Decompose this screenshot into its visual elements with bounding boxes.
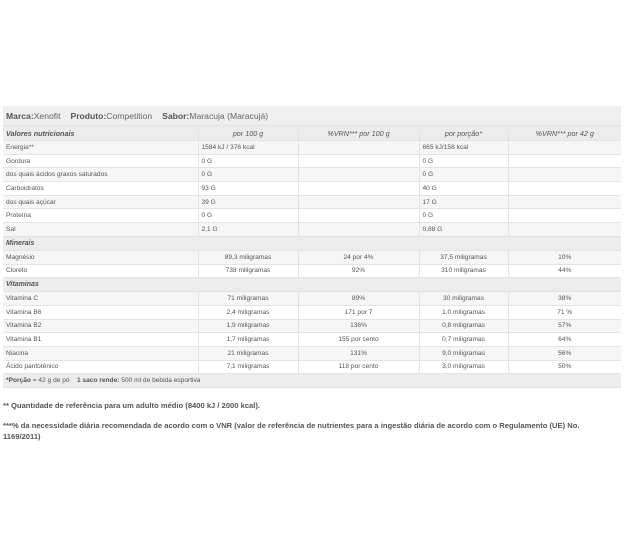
table-row <box>3 168 621 182</box>
row-per100: 89,3 miligramas <box>198 250 298 264</box>
table-row <box>3 346 621 360</box>
row-portion: 37,5 miligramas <box>419 250 508 264</box>
section-header-minerals <box>3 236 621 250</box>
row-vrn100 <box>298 141 419 155</box>
row-per100: 1584 kJ / 376 kcal <box>198 141 298 155</box>
section-header-vitamins <box>3 278 621 292</box>
row-name: Cloreto <box>3 264 198 278</box>
table-header <box>3 126 621 141</box>
row-per100: 7,1 miligramas <box>198 360 298 374</box>
row-vrn42 <box>508 141 621 155</box>
footnotes <box>3 400 619 442</box>
portion-value: = 42 g de pó <box>30 377 70 385</box>
row-vrn42: 44% <box>508 264 621 278</box>
row-portion: 0,88 G <box>419 223 508 237</box>
row-portion: 9,0 miligramas <box>419 346 508 360</box>
row-per100: 0 G <box>198 209 298 223</box>
row-vrn100 <box>298 154 419 168</box>
nutrition-table <box>3 126 621 388</box>
row-vrn100 <box>298 209 419 223</box>
row-name: Energia** <box>3 141 198 155</box>
row-vrn42 <box>508 195 621 209</box>
row-per100: 738 miligramas <box>198 264 298 278</box>
row-name: dos quais ácidos graxos saturados <box>3 168 198 182</box>
row-portion: 1,0 miligramas <box>419 305 508 319</box>
row-vrn100: 136% <box>298 319 419 333</box>
table-row <box>3 360 621 374</box>
row-name: Vitamina B6 <box>3 305 198 319</box>
row-per100: 21 miligramas <box>198 346 298 360</box>
row-vrn42: 50% <box>508 360 621 374</box>
brand-label: Marca: <box>6 110 34 121</box>
row-vrn100 <box>298 182 419 196</box>
flavor-value: Maracuja (Maracujá) <box>189 110 269 121</box>
row-vrn42: 64% <box>508 333 621 347</box>
row-name: Sal <box>3 223 198 237</box>
row-vrn100 <box>298 168 419 182</box>
row-name: Magnésio <box>3 250 198 264</box>
row-per100: 1,9 miligramas <box>198 319 298 333</box>
reference-note: ** Quantidade de referência para um adulto médio (8400 kJ / 2000 kcal). <box>3 401 261 410</box>
row-vrn100: 92% <box>298 264 419 278</box>
header-vrn42: %VRN*** por 42 g <box>508 126 621 141</box>
row-vrn100: 155 por cento <box>298 333 419 347</box>
table-row <box>3 305 621 319</box>
row-vrn42 <box>508 209 621 223</box>
table-row <box>3 154 621 168</box>
row-name: Vitamina C <box>3 292 198 306</box>
table-row <box>3 333 621 347</box>
product-info-bar <box>3 106 621 126</box>
row-vrn100 <box>298 223 419 237</box>
header-per100: por 100 g <box>198 126 298 141</box>
product-value: Competition <box>106 110 153 121</box>
brand-info <box>6 111 60 121</box>
portion-footer <box>3 374 621 388</box>
row-vrn100: 118 por cento <box>298 360 419 374</box>
row-vrn42 <box>508 154 621 168</box>
row-vrn100: 171 por 7 <box>298 305 419 319</box>
table-row <box>3 195 621 209</box>
table-row <box>3 264 621 278</box>
row-portion: 0 G <box>419 209 508 223</box>
table-row <box>3 223 621 237</box>
row-portion: 0 G <box>419 168 508 182</box>
table-row <box>3 292 621 306</box>
row-portion: 665 kJ/158 kcal <box>419 141 508 155</box>
product-info <box>70 111 152 121</box>
row-vrn100 <box>298 195 419 209</box>
row-name: Ácido pantotênico <box>3 360 198 374</box>
product-label: Produto: <box>70 110 107 121</box>
row-vrn42 <box>508 182 621 196</box>
row-portion: 30 miligramas <box>419 292 508 306</box>
nutrition-panel <box>3 106 621 388</box>
row-portion: 17 G <box>419 195 508 209</box>
row-per100: 39 G <box>198 195 298 209</box>
table-row <box>3 250 621 264</box>
portion-label: *Porção <box>6 377 31 385</box>
row-vrn100: 89% <box>298 292 419 306</box>
row-vrn42: 10% <box>508 250 621 264</box>
row-vrn100: 24 por 4% <box>298 250 419 264</box>
flavor-info <box>162 111 268 121</box>
row-portion: 3,0 miligramas <box>419 360 508 374</box>
row-per100: 2,1 G <box>198 223 298 237</box>
row-portion: 310 miligramas <box>419 264 508 278</box>
row-portion: 0,7 miligramas <box>419 333 508 347</box>
row-name: Vitamina B1 <box>3 333 198 347</box>
table-row <box>3 319 621 333</box>
minerals-title: Minerais <box>3 236 621 250</box>
row-vrn42 <box>508 168 621 182</box>
table-row <box>3 182 621 196</box>
header-vrn100: %VRN*** por 100 g <box>298 126 419 141</box>
table-row <box>3 209 621 223</box>
table-row <box>3 141 621 155</box>
vitamins-title: Vitaminas <box>3 278 621 292</box>
row-per100: 93 G <box>198 182 298 196</box>
row-name: Proteína <box>3 209 198 223</box>
header-title: Valores nutricionais <box>3 126 198 141</box>
row-vrn100: 131% <box>298 346 419 360</box>
row-vrn42: 56% <box>508 346 621 360</box>
row-per100: 1,7 miligramas <box>198 333 298 347</box>
header-perportion: por porção* <box>419 126 508 141</box>
row-per100: 0 G <box>198 168 298 182</box>
row-name: Vitamina B2 <box>3 319 198 333</box>
vrn-note: ***% da necessidade diária recomendada de acordo com o VNR (valor de referência de nutrientes para a ingestão diária de acordo com o Regulamento (UE) No. 1169/2011) <box>3 421 580 441</box>
row-per100: 71 miligramas <box>198 292 298 306</box>
row-per100: 0 G <box>198 154 298 168</box>
row-name: dos quais açúcar <box>3 195 198 209</box>
row-vrn42: 38% <box>508 292 621 306</box>
portion-footer-cell <box>3 374 621 388</box>
row-portion: 0 G <box>419 154 508 168</box>
flavor-label: Sabor: <box>162 110 190 121</box>
row-name: Niacina <box>3 346 198 360</box>
row-name: Carboidratos <box>3 182 198 196</box>
row-vrn42 <box>508 223 621 237</box>
row-name: Gordura <box>3 154 198 168</box>
brand-value: Xenofit <box>33 110 61 121</box>
row-portion: 0,8 miligramas <box>419 319 508 333</box>
row-per100: 2,4 miligramas <box>198 305 298 319</box>
row-portion: 40 G <box>419 182 508 196</box>
sachet-value: 500 ml de bebida esportiva <box>119 377 201 385</box>
sachet-label: 1 saco rende: <box>76 377 120 385</box>
row-vrn42: 57% <box>508 319 621 333</box>
row-vrn42: 71 % <box>508 305 621 319</box>
